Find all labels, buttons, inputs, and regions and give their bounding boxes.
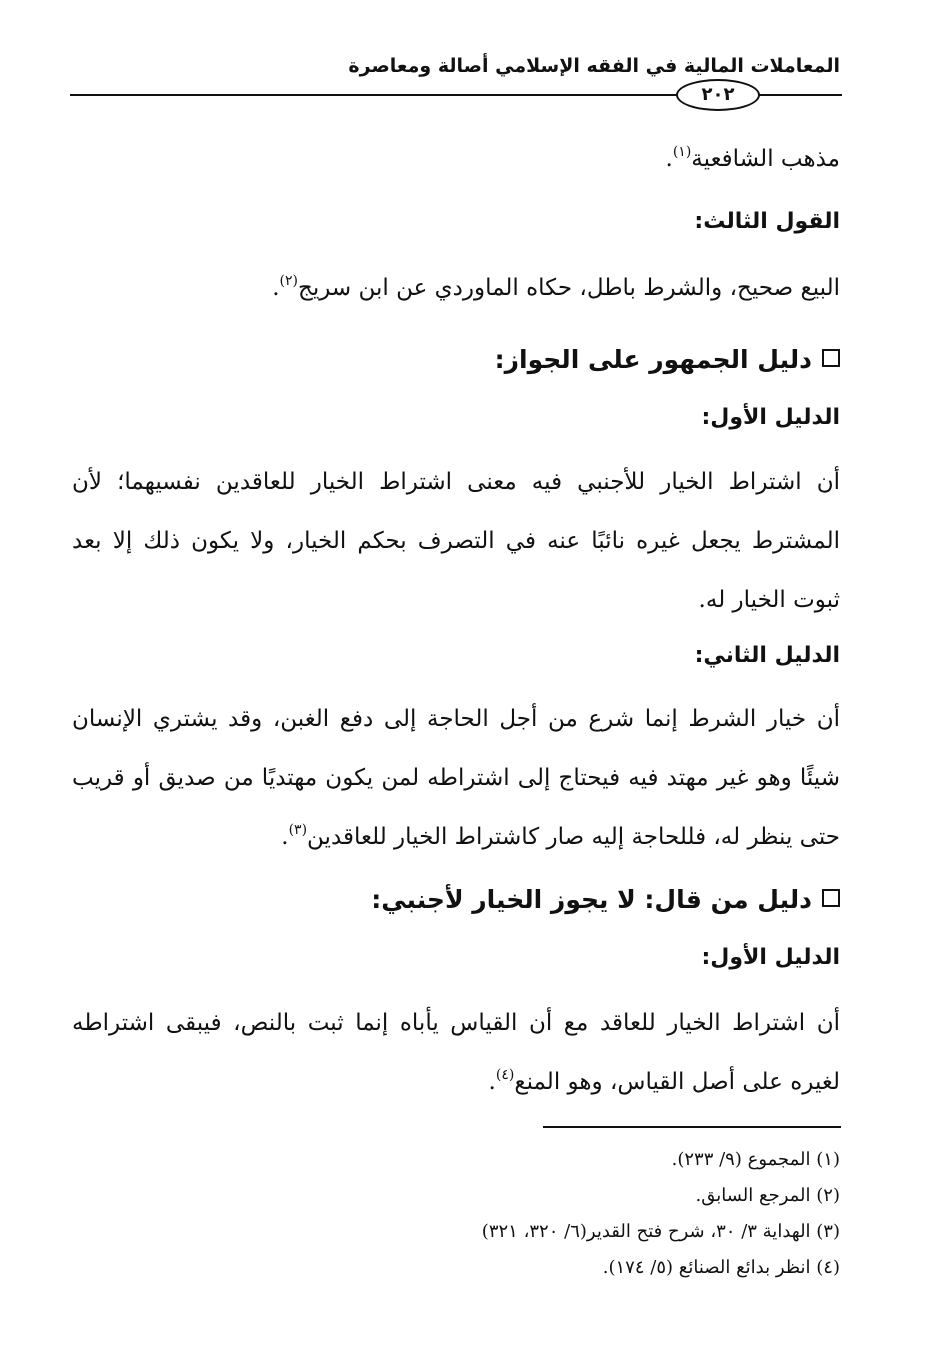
paragraph-text: أن اشتراط الخيار للعاقد مع أن القياس يأباه إنما ثبت بالنص، فيبقى اشتراطه لغيره على أصل القياس، وهو المنع bbox=[72, 1010, 840, 1095]
paragraph-text: أن خيار الشرط إنما شرع من أجل الحاجة إلى دفع الغبن، وقد يشتري الإنسان شيئًا وهو غير مهتد فيه فيحتاج إلى اشتراطه لمن يكون مهتديًا من صديق أو قريب حتى ينظر له، فللحاجة إليه صار كاشتراط الخيار للعاقدين bbox=[72, 706, 840, 850]
footnote-item: (٤) انظر بدائع الصنائع (٥/ ١٧٤). bbox=[602, 1257, 840, 1278]
paragraph-text: البيع صحيح، والشرط باطل، حكاه الماوردي عن ابن سريج bbox=[297, 275, 840, 301]
footnote-ref: (٤) bbox=[495, 1067, 515, 1083]
paragraph-text: مذهب الشافعية bbox=[691, 146, 840, 172]
running-header: المعاملات المالية في الفقه الإسلامي أصالة ومعاصرة bbox=[348, 55, 840, 77]
square-bullet-icon bbox=[822, 889, 840, 907]
paragraph-first-evidence: أن اشتراط الخيار للأجنبي فيه معنى اشتراط الخيار للعاقدين نفسيهما؛ لأن المشترط يجعل غيره نائبًا عنه في التصرف بحكم الخيار، ولا يكون ذلك إلا بعد ثبوت الخيار له. bbox=[72, 469, 840, 613]
paragraph-second-evidence bbox=[72, 690, 840, 867]
footnote-ref: (٣) bbox=[288, 822, 308, 838]
heading-first-evidence: الدليل الأول: bbox=[701, 405, 840, 430]
paragraph-third-opinion bbox=[72, 259, 840, 318]
paragraph-shafii bbox=[72, 130, 840, 189]
page-number: ٢٠٢ bbox=[676, 79, 760, 111]
square-bullet-icon bbox=[822, 349, 840, 367]
footnotes bbox=[150, 1142, 840, 1286]
section-heading-majority-evidence bbox=[72, 338, 840, 382]
footnote-ref: (١) bbox=[672, 144, 692, 160]
paragraph-end: . bbox=[488, 1069, 496, 1095]
paragraph-opponents-first-evidence bbox=[72, 994, 840, 1112]
footnote-item: (٢) المرجع السابق. bbox=[695, 1185, 840, 1206]
section-heading-opponents-evidence bbox=[72, 878, 840, 922]
paragraph-end: . bbox=[281, 824, 289, 850]
footnote-item: (١) المجموع (٩/ ٢٣٣). bbox=[671, 1149, 840, 1170]
footnote-separator bbox=[543, 1126, 841, 1128]
footnote-item: (٣) الهداية ٣/ ٣٠، شرح فتح القدير(٦/ ٣٢٠، ٣٢١) bbox=[481, 1221, 840, 1242]
footnote-ref: (٢) bbox=[279, 273, 298, 289]
paragraph-end: . bbox=[272, 275, 280, 301]
section-heading-text: دليل من قال: لا يجوز الخيار لأجنبي: bbox=[371, 885, 812, 914]
heading-opponents-first-evidence: الدليل الأول: bbox=[701, 945, 840, 970]
section-heading-text: دليل الجمهور على الجواز: bbox=[494, 345, 812, 374]
heading-second-evidence: الدليل الثاني: bbox=[694, 643, 840, 668]
heading-third-opinion: القول الثالث: bbox=[694, 209, 840, 234]
paragraph-end: . bbox=[665, 146, 673, 172]
